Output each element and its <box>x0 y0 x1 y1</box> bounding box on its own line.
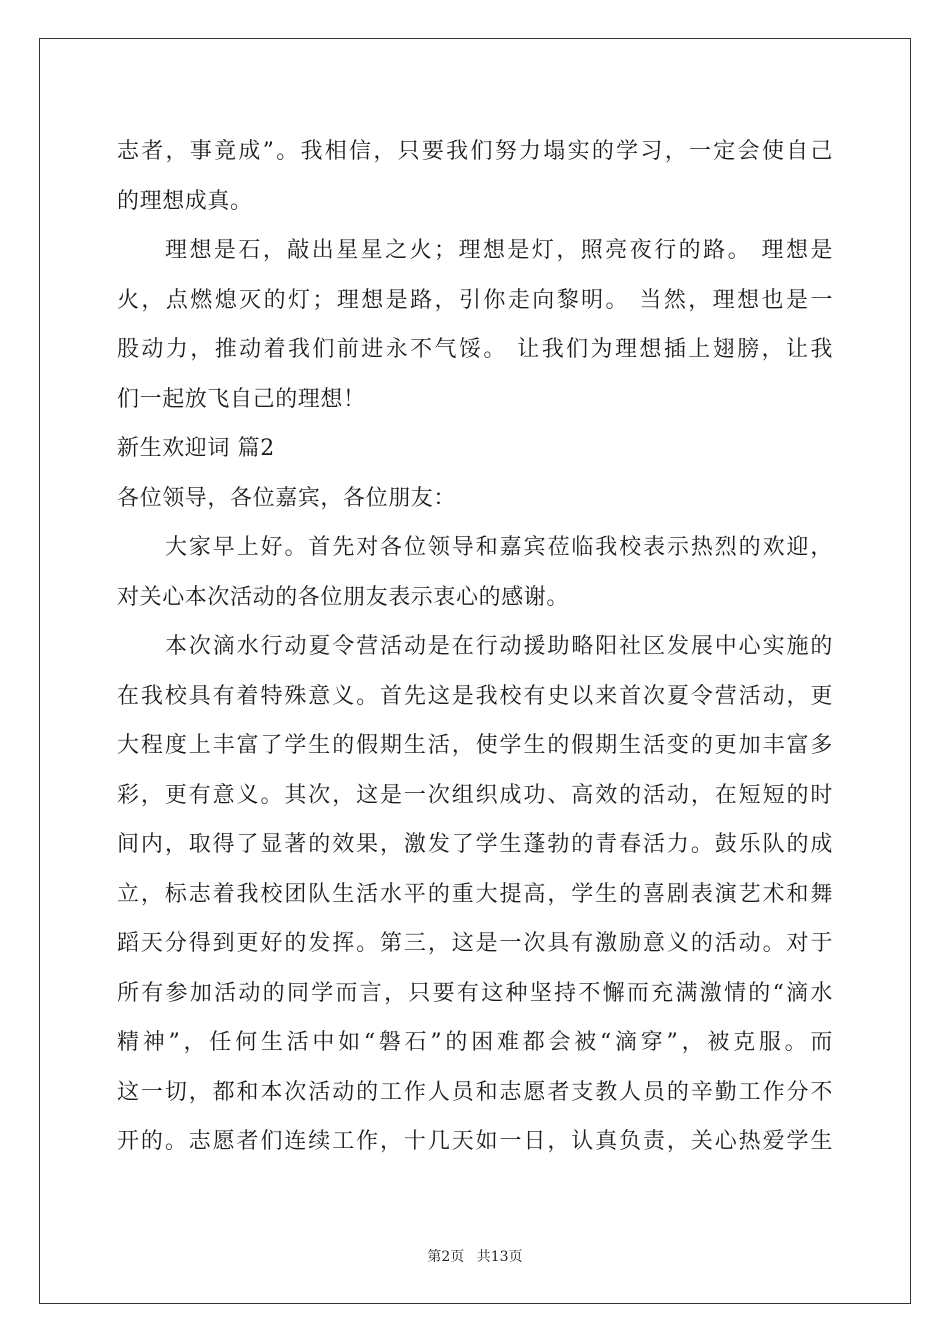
document-body <box>117 127 833 1167</box>
text-line: 精神”，任何生活中如“磐石”的困难都会被“滴穿”，被克服。而 <box>117 1030 833 1055</box>
text-line: 理想是石，敲出星星之火；理想是灯，照亮夜行的路。 理想是 <box>165 238 833 263</box>
text-line: 这一切，都和本次活动的工作人员和志愿者支教人员的辛勤工作分不 <box>117 1079 833 1105</box>
text-line: 在我校具有着特殊意义。首先这是我校有史以来首次夏令营活动，更 <box>117 683 833 709</box>
salutation: 各位领导，各位嘉宾，各位朋友： <box>117 485 457 511</box>
text-line: 本次滴水行动夏令营活动是在行动援助略阳社区发展中心实施的 <box>165 634 833 659</box>
text-line: 对关心本次活动的各位朋友表示衷心的感谢。 <box>117 584 570 610</box>
text-line: 所有参加活动的同学而言，只要有这种坚持不懈而充满激情的“滴水 <box>117 980 833 1006</box>
text-line: 火，点燃熄灭的灯；理想是路，引你走向黎明。 当然，理想也是一 <box>117 287 833 313</box>
page-footer <box>0 1246 950 1266</box>
section-title: 新生欢迎词 篇2 <box>117 436 275 461</box>
text-line: 股动力，推动着我们前进永不气馁。 让我们为理想插上翅膀，让我 <box>117 337 833 362</box>
page-number: 第2页 <box>427 1249 465 1265</box>
text-line: 开的。志愿者们连续工作，十几天如一日，认真负责，关心热爱学生 <box>117 1129 833 1154</box>
text-line: 间内，取得了显著的效果，激发了学生蓬勃的青春活力。鼓乐队的成 <box>117 832 833 857</box>
text-line: 大程度上丰富了学生的假期生活，使学生的假期生活变的更加丰富多 <box>117 733 833 758</box>
page-total: 共13页 <box>476 1249 523 1265</box>
text-line: 蹈天分得到更好的发挥。第三，这是一次具有激励意义的活动。对于 <box>117 931 833 956</box>
text-line: 志者，事竟成”。我相信，只要我们努力塌实的学习，一定会使自己 <box>117 139 833 164</box>
text-line: 的理想成真。 <box>117 188 253 214</box>
text-line: 大家早上好。首先对各位领导和嘉宾莅临我校表示热烈的欢迎， <box>165 535 833 560</box>
text-line: 们一起放飞自己的理想！ <box>117 386 366 412</box>
text-line: 彩，更有意义。其次，这是一次组织成功、高效的活动，在短短的时 <box>117 782 833 808</box>
text-line: 立，标志着我校团队生活水平的重大提高，学生的喜剧表演艺术和舞 <box>117 881 833 907</box>
